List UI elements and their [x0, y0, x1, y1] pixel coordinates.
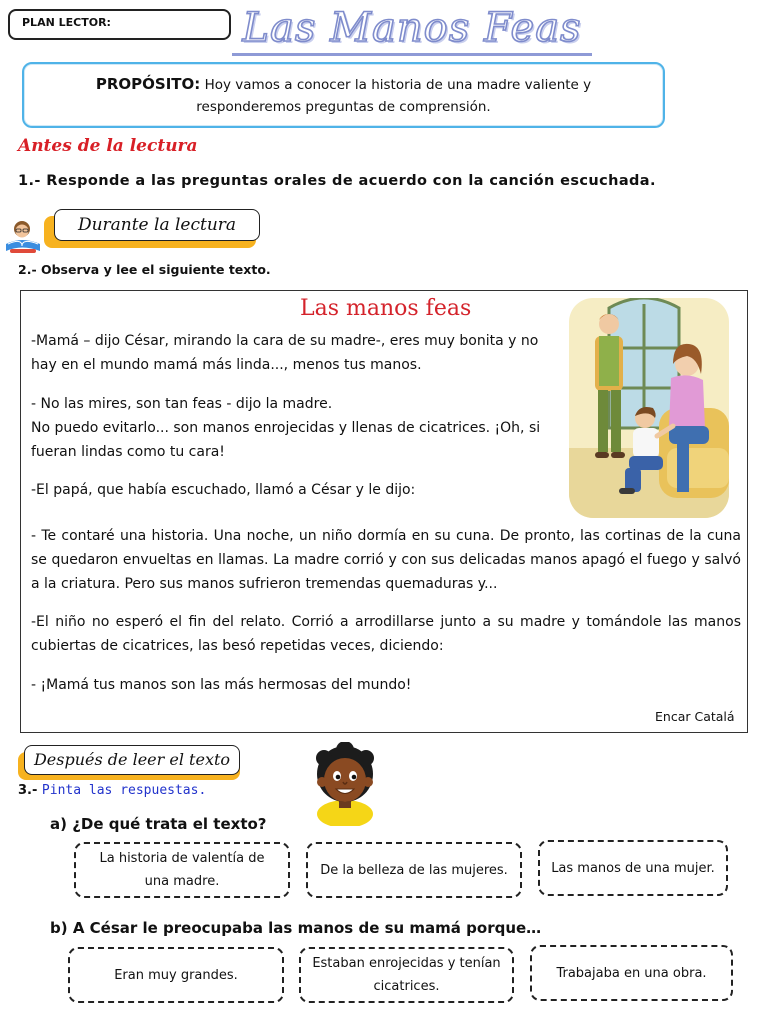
plan-lector-label: PLAN LECTOR:	[22, 16, 111, 29]
story-paragraph-2-line1: - No las mires, son tan feas - dijo la madre.	[31, 396, 333, 412]
page-title: Las Manos Feas	[232, 4, 592, 56]
question-3-text: Pinta las respuestas.	[41, 783, 207, 798]
boy-face-icon	[310, 742, 380, 826]
story-title: Las manos feas	[300, 296, 472, 321]
option-a-2-label: De la belleza de las mujeres.	[320, 862, 508, 878]
story-paragraph-4: - Te contaré una historia. Una noche, un niño dormía en su cuna. De pronto, las cortinas de la cuna se quedaron envueltas en llamas. La madre corrió y con sus delicadas manos apagó el fuego y salvó a la criatura. Pero sus manos sufrieron tremendas quemaduras y...	[31, 528, 741, 592]
option-a-1-label: La historia de valentía de una madre.	[99, 851, 265, 889]
question-a: a) ¿De qué trata el texto?	[50, 815, 267, 833]
option-a-1[interactable]	[74, 842, 290, 898]
option-a-3-label: Las manos de una mujer.	[551, 860, 715, 876]
question-b: b) A César le preocupaba las manos de su mamá porque…	[50, 919, 542, 937]
plan-lector-box	[8, 9, 231, 40]
story-illustration	[569, 298, 729, 518]
story-author: Encar Catalá	[655, 709, 735, 724]
purpose-text-line1: Hoy vamos a conocer la historia de una madre valiente y	[204, 77, 592, 93]
question-2: 2.- Observa y lee el siguiente texto.	[18, 262, 271, 277]
story-paragraph-2-line2: No puedo evitarlo... son manos enrojecidas y llenas de cicatrices. ¡Oh, si fueran lindas como tu cara!	[31, 420, 541, 460]
despues-banner: Después de leer el texto	[24, 745, 240, 775]
story-paragraph-1: -Mamá – dijo César, mirando la cara de su madre-, eres muy bonita y no hay en el mundo mamá más linda..., menos tus manos.	[31, 333, 539, 373]
option-b-1[interactable]	[68, 947, 284, 1003]
story-paragraph-5: -El niño no esperó el fin del relato. Corrió a arrodillarse junto a su madre y tomándole las manos cubiertas de cicatrices, las besó repetidas veces, diciendo:	[31, 614, 741, 654]
before-reading-heading: Antes de la lectura	[18, 136, 198, 156]
option-b-1-label: Eran muy grandes.	[114, 967, 238, 983]
option-b-2[interactable]	[299, 947, 514, 1003]
story-paragraph-3: -El papá, que había escuchado, llamó a César y le dijo:	[31, 482, 416, 498]
question-3	[18, 783, 206, 798]
story-paragraph-2	[31, 392, 559, 464]
purpose-text-line2: responderemos preguntas de comprensión.	[196, 99, 491, 115]
reading-child-icon	[2, 218, 44, 254]
option-b-3-label: Trabajaba en una obra.	[556, 965, 707, 981]
option-a-2[interactable]	[306, 842, 522, 898]
option-b-2-label: Estaban enrojecidas y tenían cicatrices.	[312, 956, 501, 994]
purpose-label: PROPÓSITO:	[95, 75, 201, 93]
story-paragraph-6: - ¡Mamá tus manos son las más hermosas del mundo!	[31, 677, 412, 693]
question-3-number: 3.-	[18, 783, 38, 798]
option-b-3[interactable]	[530, 945, 733, 1001]
purpose-box	[22, 62, 665, 128]
durante-banner: Durante la lectura	[54, 209, 260, 241]
question-1: 1.- Responde a las preguntas orales de acuerdo con la canción escuchada.	[18, 173, 656, 189]
option-a-3[interactable]	[538, 840, 728, 896]
